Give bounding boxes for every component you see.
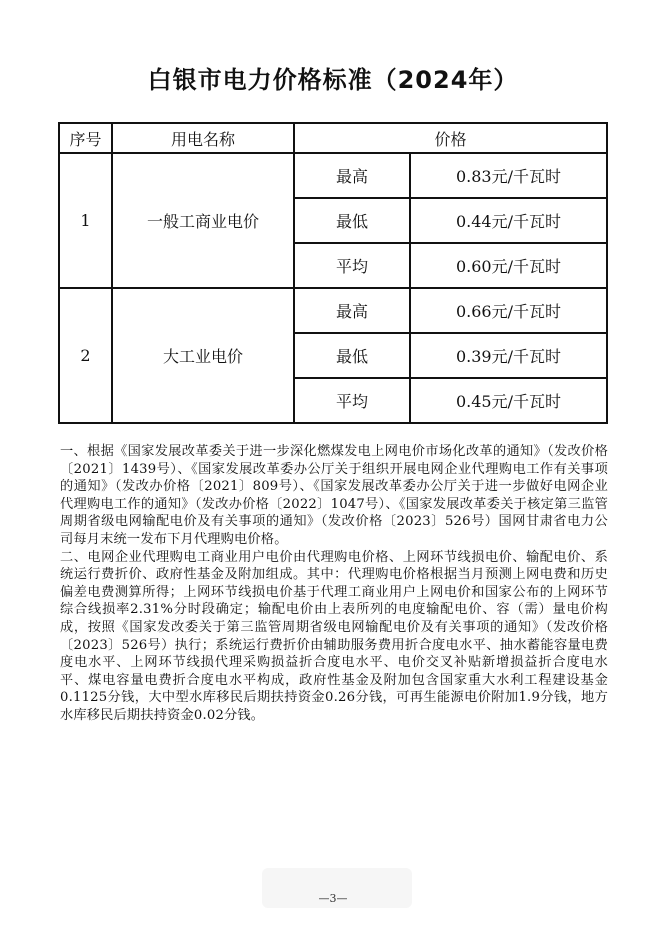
table-header-row <box>59 123 607 153</box>
price-value: 0.44元/千瓦时 <box>410 198 607 243</box>
price-value: 0.66元/千瓦时 <box>410 288 607 333</box>
price-label: 平均 <box>294 378 410 423</box>
page-number: —3— <box>318 892 348 905</box>
table-row <box>59 288 607 333</box>
price-label: 最高 <box>294 153 410 198</box>
group-no: 2 <box>59 288 112 423</box>
price-value: 0.45元/千瓦时 <box>410 378 607 423</box>
header-price: 价格 <box>294 123 607 153</box>
header-no: 序号 <box>59 123 112 153</box>
group-name: 大工业电价 <box>112 288 294 423</box>
page-title: 白银市电力价格标准（2024年） <box>147 66 519 94</box>
group-no: 1 <box>59 153 112 288</box>
price-label: 最高 <box>294 288 410 333</box>
note-paragraph-2: 二、电网企业代理购电工商业用户电价由代理购电价格、上网环节线损电价、输配电价、系统运行费折价、政府性基金及附加组成。其中：代理购电价格根据当月预测上网电费和历史偏差电费测算所得；上网环节线损电价基于代理工商业用户上网电价和国家公布的上网环节综合线损率2.31%分时段确定；输配电价由上表所列的电度输配电价、容（需）量电价构成，按照《国家发改委关于第三监管周期省级电网输配电价及有关事项的通知》（发改价格〔2023〕526号）执行；系统运行费折价由辅助服务费用折合度电水平、抽水蓄能容量电费度电水平、上网环节线损代理采购损益折合度电水平、电价交叉补贴新增损益折合度电水平、煤电容量电费折合度电水平构成，政府性基金及附加包含国家重大水利工程建设基金0.1125分钱，大中型水库移民后期扶持资金0.26分钱，可再生能源电价附加1.9分钱，地方水库移民后期扶持资金0.02分钱。 <box>60 549 608 723</box>
price-label: 平均 <box>294 243 410 288</box>
price-label: 最低 <box>294 198 410 243</box>
price-value: 0.83元/千瓦时 <box>410 153 607 198</box>
note-paragraph-1: 一、根据《国家发展改革委关于进一步深化燃煤发电上网电价市场化改革的通知》（发改价格〔2021〕1439号）、《国家发展改革委办公厅关于组织开展电网企业代理购电工作有关事项的通知》（发改办价格〔2021〕809号）、《国家发展改革委办公厅关于进一步做好电网企业代理购电工作的通知》（发改办价格〔2022〕1047号）、《国家发展改革委关于核定第三监管周期省级电网输配电价及有关事项的通知》（发改价格〔2023〕526号）国网甘肃省电力公司每月末统一发布下月代理购电价格。 <box>60 444 608 547</box>
price-label: 最低 <box>294 333 410 378</box>
group-name: 一般工商业电价 <box>112 153 294 288</box>
price-value: 0.39元/千瓦时 <box>410 333 607 378</box>
notes <box>60 443 608 725</box>
header-name: 用电名称 <box>112 123 294 153</box>
price-value: 0.60元/千瓦时 <box>410 243 607 288</box>
price-table <box>58 122 608 424</box>
table-row <box>59 153 607 198</box>
